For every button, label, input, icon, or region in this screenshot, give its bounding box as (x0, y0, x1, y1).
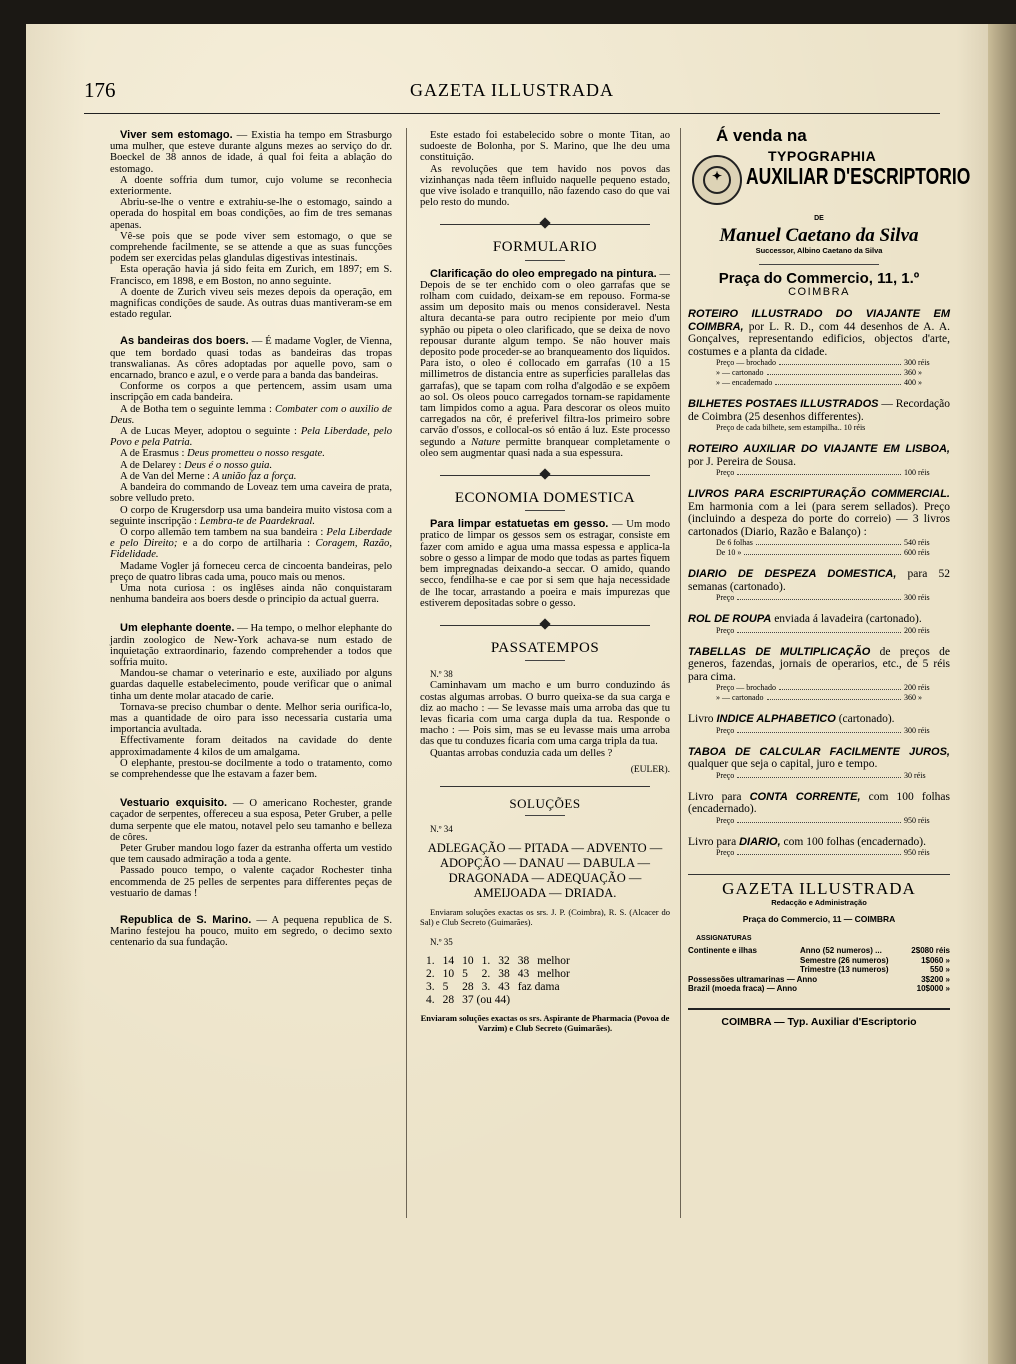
motto-text: A união faz a força. (212, 470, 297, 482)
article-paragraph: Passado pouco tempo, o valente caçador Rochester tinha encommenda de 25 pelles de serpentes para differentes peças de vestuario de damas ! (110, 865, 392, 899)
section-ornament (420, 782, 670, 792)
article-text: A de Van del Merne : (120, 470, 213, 482)
title-rule (525, 815, 565, 816)
section-title: PASSATEMPOS (490, 639, 600, 656)
column-divider (680, 128, 681, 1218)
catalog-item (688, 791, 950, 826)
motto-text: Deus é o nosso guia. (184, 459, 273, 471)
section-ornament (420, 216, 670, 234)
column-divider (406, 128, 407, 1218)
article-paragraph (110, 404, 392, 426)
section-title: SOLUÇÕES (509, 795, 581, 811)
article-paragraph: As revoluções que tem havido nos povos das vizinhanças nada têem influido naquelle pequeno estado, que vive isolado e tranquillo, não fazendo caso do que vai pelo resto do mundo. (420, 163, 670, 209)
price-line: Preço 950 réis (716, 848, 930, 858)
table-row: Semestre (26 numeros) 1$060 » (800, 955, 950, 965)
article-paragraph (110, 426, 392, 448)
article-paragraph (110, 448, 392, 459)
catalog-item (688, 713, 950, 736)
catalog-item (688, 746, 950, 781)
article-paragraph: Esta operação havia já sido feita em Zurich, em 1897; em S. Francisco, em 1898, e em Boston, no anno seguinte. (110, 264, 392, 287)
ad-address: Praça do Commercio, 11, 1.º (718, 269, 920, 287)
catalog-item (688, 443, 950, 478)
puzzle-author: (EULER). (630, 764, 670, 775)
article-text: — Ha tempo, o melhor elephante do jardin zoologico de New-York achava-se num estado de inquietação extraordinario, fazendo comprehender a todos que soffria muito. (110, 623, 392, 668)
article-paragraph (420, 519, 670, 609)
article-paragraph (110, 915, 392, 949)
article-heading: Viver sem estomago. (120, 129, 233, 141)
motto-text: Deus prometteu o nosso resgate. (187, 448, 325, 460)
article-text: — A pequena republica de S. Marino festejou ha pouco, muito em segredo, o decimo sexto centenario da sua fundação. (110, 915, 392, 949)
article-heading: Um elephante doente. (120, 622, 235, 635)
ad-owner: Manuel Caetano da Silva (719, 225, 919, 247)
article-paragraph (110, 623, 392, 668)
article-text: O corpo allemão tem tambem na sua bandeira : (120, 526, 327, 538)
price-line: De 10 » 600 réis (716, 548, 930, 558)
column-left (110, 130, 392, 949)
catalog-item-text: (cartonado). (835, 713, 895, 726)
price-line: Preço 950 réis (716, 815, 930, 825)
article-paragraph: A doente soffria dum tumor, cujo volume se reconhecia exteriormente. (110, 174, 392, 198)
catalog-item (688, 568, 950, 603)
article-text: permitte branquear completamente o oleo sem augmentar quasi nada a sua espessura. (420, 436, 670, 459)
catalog-item-title: ROTEIRO AUXILIAR DO VIAJANTE EM LISBOA, (688, 443, 950, 456)
solution-words: ADLEGAÇÃO — PITADA — ADVENTO — ADOPÇÃO — DANAU — DABULA — DRAGONADA — ADEQUAÇÃO — AMEIJOADA — DRIADA. (427, 841, 663, 901)
page-spine-shadow (988, 24, 1016, 1364)
footer-rule (688, 1008, 950, 1010)
motto-text: Coragem, Razão, Fidelidade. (110, 538, 392, 561)
price-line: Preço — brochado 300 réis (716, 358, 930, 368)
catalog-item-text: — Recordação de Coimbra (25 desenhos differentes). (688, 398, 951, 423)
price-line: Preço 30 réis (716, 770, 926, 780)
catalog-item-text: por L. R. D., com 44 desenhos de A. A. Gonçalves, representando edificios, objectos d'arte, costumes e a planta da cidade. (688, 320, 950, 358)
divider (759, 264, 879, 265)
catalog-item-text: para 52 semanas (cartonado). (688, 568, 950, 593)
article-paragraph (110, 505, 392, 527)
catalog-item-text: de preços de generos, fazendas, jornais de operarios, etc., de 5 réis para cima. (688, 645, 950, 683)
article-paragraph: Peter Gruber mandou logo fazer da estranha offerta um vestido que tem causado admiração a toda a gente. (110, 842, 392, 866)
catalog-item-text: Livro para (688, 790, 750, 803)
gazeta-box-subtitle: Redacção e Administração (771, 898, 867, 908)
article-heading: Clarificação do oleo empregado na pintura. (430, 267, 657, 280)
article-text: e a do corpo de artilharia : (177, 538, 316, 550)
article-paragraph (110, 798, 392, 843)
catalog-item-title: INDICE ALPHABETICO (716, 713, 836, 726)
section-title: ECONOMIA DOMESTICA (454, 490, 636, 507)
solution-table (426, 955, 578, 1007)
title-rule (525, 660, 565, 661)
title-rule (525, 260, 565, 261)
article-paragraph (110, 130, 392, 175)
article-text: — Um modo pratico de limpar os gessos sem os estragar, consiste em fazer com amido e agua uma massa espessa e applica-la sobre o gesso a limpar de modo que todas as partes fiquem bem impregnadas deixando-a seccar. O amido, quando secco, fendilha-se e cae por si sem que haja necessidade de lhe tocar, arrastando a poeira e mais impurezas que estiverem depositadas sobre o gesso. (420, 519, 671, 609)
price-line: Preço 200 réis (716, 625, 930, 635)
article-paragraph: Este estado foi estabelecido sobre o monte Titan, ao sudoeste de Bolonha, por S. Marino, que lhe deu uma constituição. (420, 130, 670, 164)
article-text: — O americano Rochester, grande caçador de serpentes, offereceu a sua esposa, Peter Gruber, a pelle duma serpente que ele matou, notavel pelo seu tamanho e belleza de côres. (110, 798, 393, 843)
solution-number: N.º 34 (430, 824, 453, 835)
page-number: 176 (84, 78, 116, 102)
article-paragraph: Mandou-se chamar o veterinario e este, auxiliado por alguns guardas daquelle estabelecimento, poude verificar que o animal tinha um dente molar atacado de carie. (110, 668, 392, 702)
catalog-item (688, 836, 950, 859)
catalog-item-title: ROTEIRO ILLUSTRADO DO VIAJANTE EM COIMBRA, (688, 308, 950, 333)
catalog-item-title: DIARIO DE DESPEZA DOMESTICA, (688, 568, 897, 581)
solution-senders: Enviaram soluções exactas os srs. Aspirante de Pharmacia (Povoa de Varzim) e Club Secreto (Guimarães). (420, 1012, 670, 1033)
article-paragraph (110, 471, 392, 482)
article-paragraph: Effectivamente foram deitados na cavidade do dente approximadamente 4 kilos de um amalgama. (110, 735, 392, 758)
price-line: Preço — brochado 200 réis (716, 683, 930, 693)
article-paragraph (110, 460, 392, 471)
solution-senders: Enviaram soluções exactas os srs. J. P. (Coimbra), R. S. (Alcacer do Sal) e Club Secreto (Guimarães). (420, 907, 670, 928)
table-row: Continente e ilhas Anno (52 numeros) ... 2$080 réis (688, 946, 950, 956)
article-paragraph: A bandeira do commando de Loveaz tem uma caveira de prata, sobre velludo preto. (110, 482, 392, 505)
catalog-item-text: qualquer que seja o capital, juro e tempo. (688, 758, 878, 771)
article-text: — Existia ha tempo em Strasburgo uma mulher, que esteve durante alguns mezes ao serviço do dr. Boeckel de 38 annos de idade, á qual foi feita a ablação do estomago. (110, 130, 392, 175)
catalog-item (688, 613, 950, 636)
motto-text: Pela Liberdade, pelo Povo e pela Patria. (110, 426, 392, 449)
subscriptions-heading: ASSIGNATURAS (696, 934, 752, 942)
ad-company-name: AUXILIAR D'ESCRIPTORIO (746, 163, 971, 190)
article-paragraph: Abriu-se-lhe o ventre e extrahiu-se-lhe o estomago, saindo a operada do hospital em boas condições, ao fim de tres semanas apenas. (110, 197, 392, 231)
article-heading: Para limpar estatuetas em gesso. (430, 518, 609, 531)
ad-typography-label: TYPOGRAPHIA (768, 148, 877, 165)
table-row: 1. 14 10 1. 32 38 melhor (426, 954, 570, 967)
table-row: Brazil (moeda fraca) — Anno 10$000 » (688, 984, 950, 994)
catalog-item-title: TABOA DE CALCULAR FACILMENTE JUROS, (688, 745, 950, 758)
table-row: 2. 10 5 2. 38 43 melhor (426, 967, 570, 980)
motto-text: Lembra-te de Paardekraal. (199, 515, 315, 527)
puzzle-question: Quantas arrobas conduzia cada um delles ? (430, 747, 613, 759)
column-right-advertisement (688, 126, 971, 1028)
catalog-item-text: com 100 folhas (encadernado). (688, 790, 950, 816)
article-text: O corpo de Krugersdorp usa uma bandeira muito vistosa com a seguinte inscripção : (110, 504, 392, 527)
ad-intro: Á venda na (716, 126, 807, 145)
catalog-item-title: DIARIO, (739, 835, 781, 848)
title-rule (525, 510, 565, 511)
ad-city: COIMBRA (788, 286, 850, 299)
article-heading: Vestuario exquisito. (120, 797, 228, 810)
catalog-item-title: BILHETES POSTAES ILLUSTRADOS (688, 398, 879, 411)
subscriptions-table (688, 946, 950, 994)
catalog-item-text: Livro para (688, 835, 740, 848)
article-paragraph: Madame Vogler já forneceu cerca de cincoenta bandeiras, pelo preço de quatro libras cada uma, pouco mais ou menos. (110, 560, 392, 583)
price-line: » — cartonado 360 » (716, 693, 922, 703)
header-rule (84, 113, 940, 114)
article-paragraph (110, 527, 392, 561)
catalog-item (688, 488, 950, 558)
table-row: 4. 28 37 (ou 44) (426, 993, 511, 1006)
price-line: Preço de cada bilhete, sem estampilha.. 10 réis (716, 423, 866, 433)
motto-text: Pela Liberdade e pelo Direito; (110, 526, 393, 550)
article-paragraph: Tornava-se preciso chumbar o dente. Melhor seria ourifica-lo, mas a quantidade de oiro para isso necessaria custaria uma importancia avultada. (110, 701, 392, 736)
page-header (84, 78, 940, 108)
ad-de: DE (814, 215, 824, 223)
solution-number: N.º 35 (430, 937, 453, 948)
catalog-item-text: com 100 folhas (encadernado). (780, 835, 926, 848)
price-line: » — encadernado 400 » (716, 378, 922, 388)
catalog-item-title: TABELLAS DE MULTIPLICAÇÃO (688, 645, 871, 658)
catalog-item-title: CONTA CORRENTE, (749, 790, 861, 803)
catalog-item-title: ROL DE ROUPA (688, 613, 772, 626)
article-text: A de Lucas Meyer, adoptou o seguinte : (120, 426, 301, 438)
column-middle (420, 130, 670, 1033)
catalog-item (688, 308, 950, 388)
article-paragraph: Conforme os corpos a que pertencem, assim usam uma inscripção em cada bandeira. (110, 381, 392, 404)
catalog-item-text: por J. Pereira de Sousa. (688, 455, 796, 468)
gazeta-box-title: GAZETA ILLUSTRADA (688, 874, 950, 894)
price-line: Preço 300 réis (716, 593, 930, 603)
price-line: Preço 100 réis (716, 468, 930, 478)
article-heading: Republica de S. Marino. (120, 914, 252, 926)
section-ornament (420, 617, 670, 635)
catalog-item (688, 646, 950, 704)
puzzle-number: N.º 38 (430, 669, 453, 680)
article-paragraph (110, 336, 392, 381)
article-text: — É madame Vogler, de Vienna, que tem bordado quasi todas as bandeiras das tropas transwalianas. As côres adoptadas por aquelle povo, sam o encarnado, branco e azul, e o verde para a banda das bandeiras. (110, 336, 392, 382)
article-paragraph: O elephante, prestou-se docilmente a todo o tratamento, como se comprehendesse que lhe estavam a fazer bem. (110, 757, 392, 780)
article-text: A de Erasmus : (120, 448, 188, 460)
catalog-item-text: Livro (688, 713, 717, 726)
ad-masthead (688, 148, 971, 211)
catalog-item (688, 398, 950, 433)
price-line: De 6 folhas 540 réis (716, 538, 930, 548)
section-title: FORMULARIO (492, 239, 598, 256)
article-text: — Depois de se ter enchido com o oleo garrafas que se rolham com cuidado, deixam-se em repouso. Forma-se assim um deposito mais ou menos consideravel. Nesta altura decanta-se para outro recipiente por meio d'um syphão ou pipeta o oleo clarificado, que se deixa de novo repousar durante algum tempo. Se não houver mais deposito pode proceder-se ao branqueamento dos liquidos. Para isto, o oleo é collocado em garrafas (10 a 15 millimetros de distancia entre as superficies parallelas das garrafas), que se tapam com rolha d'algodão e se expõem ao sol. Os oleos pouco carregados tornam-se rapidamente tam limpidos como a agua. Para descorar os oleos muito carregados na côr, é preferivel filtra-los primeiro sobre carvão d'ossos, e collocal-os só então á luz. Este processo segundo a (420, 268, 670, 448)
price-line: Preço 300 réis (716, 725, 930, 735)
printer-footer: COIMBRA — Typ. Auxiliar d'Escriptorio (721, 1015, 917, 1028)
puzzle-text: Caminhavam um macho e um burro conduzindo ás costas algumas arrobas. O burro queixa-se da sua carga e diz ao macho : — Se levasse mais uma arroba das que tu levas ficaria com uma carga dupla da tua. Responde o macho : — Pois sim, mas se eu levasse mais uma arroba das que tu conduzes ficaria com uma carga tripla da tua. (420, 680, 670, 748)
running-title: GAZETA ILLUSTRADA (409, 80, 615, 100)
catalog-item-text: enviada á lavadeira (cartonado). (771, 613, 922, 626)
catalog-item-title: LIVROS PARA ESCRIPTURAÇÃO COMMERCIAL. (688, 488, 950, 501)
article-paragraph: A doente de Zurich viveu seis mezes depois da operação, em magnificas condições de saude. As outras duas mantiveram-se em estado regular. (110, 286, 392, 321)
article-paragraph: Vê-se pois que se pode viver sem estomago, o que se comprehende facilmente, se se attende a que as suas funcções podem ser exercidas pelas glandulas digestivas intestinais. (110, 230, 392, 265)
article-heading: As bandeiras dos boers. (120, 335, 249, 348)
catalog-item-text: Em harmonia com a lei (para serem sellados). Preço (incluindo a despeza do porte do correio) — 3 livros cartonados (Diario, Razão e Balanço) : (688, 500, 950, 538)
article-text: A de Delarey : (120, 459, 185, 471)
gazeta-box-address: Praça do Commercio, 11 — COIMBRA (742, 913, 896, 924)
article-paragraph (420, 269, 670, 459)
price-line: » — cartonado 360 » (716, 368, 922, 378)
seal-emblem-icon: ✦ (692, 155, 742, 205)
article-text: A de Botha tem o seguinte lemma : (120, 403, 276, 415)
table-row: 3. 5 28 3. 43 faz dama (426, 980, 560, 993)
section-ornament (420, 467, 670, 485)
table-row: Trimestre (13 numeros) 550 » (800, 965, 950, 975)
motto-text: Combater com o auxilio de Deus. (110, 403, 392, 426)
journal-name: Nature (471, 436, 501, 448)
article-paragraph: Uma nota curiosa : os inglêses ainda não conquistaram nenhuma bandeira aos boers desde o principio da actual guerra. (110, 582, 392, 606)
ad-successor: Successor, Albino Caetano da Silva (755, 245, 883, 255)
table-row: Possessões ultramarinas — Anno 3$200 » (688, 974, 950, 984)
